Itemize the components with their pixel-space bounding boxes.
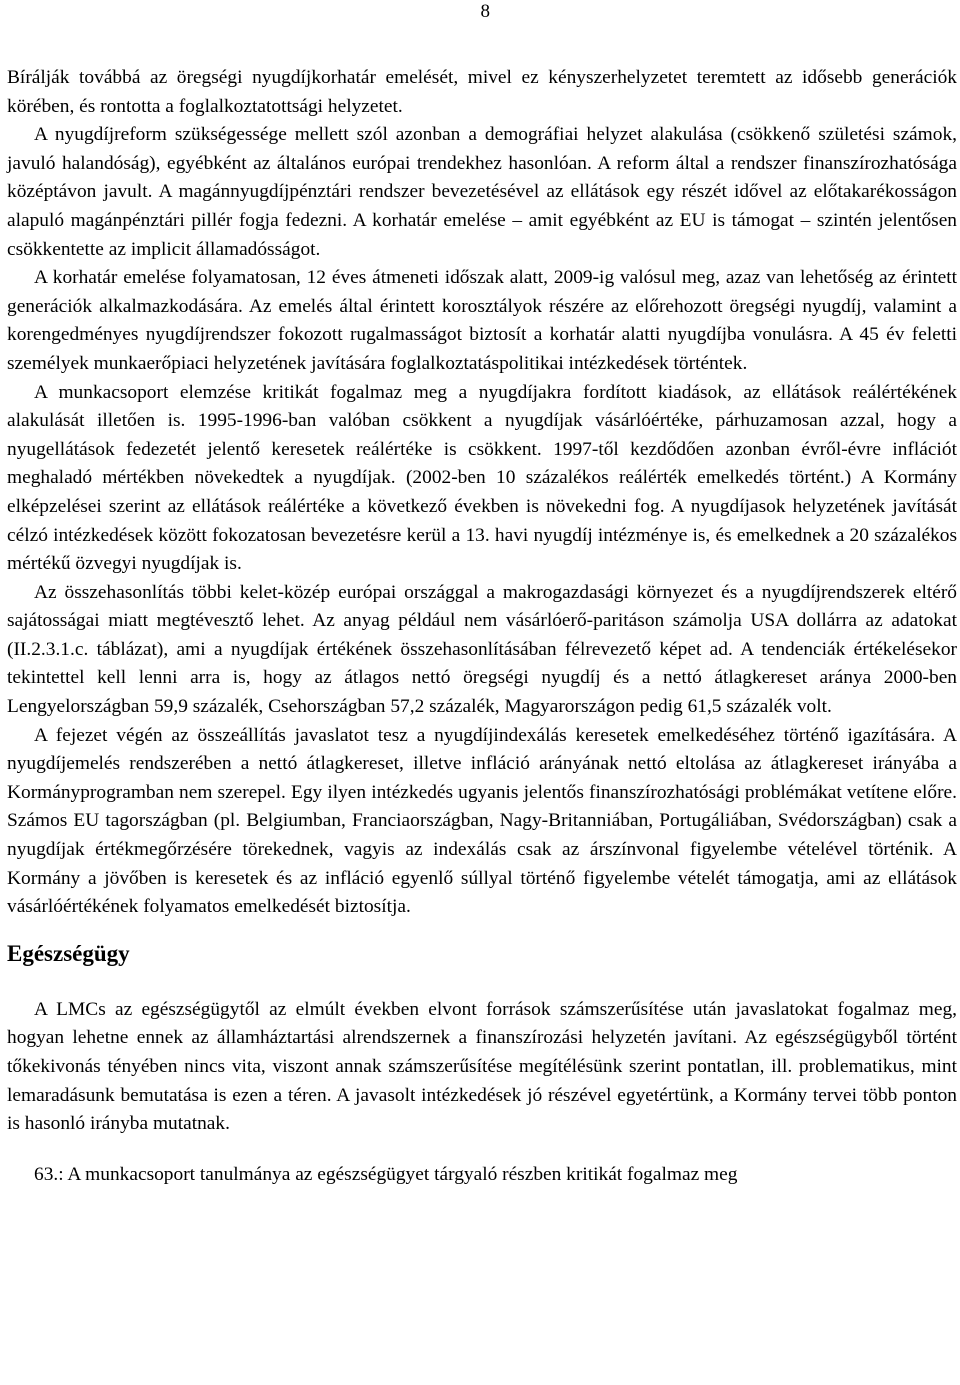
- paragraph-health: A LMCs az egészségügytől az elmúlt években elvont források számszerűsítése után javaslatokat fogalmaz meg, hogyan lehetne ennek az államháztartási alrendszernek a finanszírozási helyzetén javítani. Az egészségügyből történt tőkekivonás tényében nincs vita, viszont annak számszerűsítése megítélésünk szerint pontatlan, ill. problematikus, mint lemaradásunk bemutatása is ezen a téren. A javasolt intézkedések jó részével egyetértünk, a Kormány tervei több ponton is hasonló irányba mutatnak.: [7, 998, 957, 1135]
- paragraph-retirement-age: A korhatár emelése folyamatosan, 12 éves átmeneti időszak alatt, 2009-ig valósul meg, azaz van lehetőség az érintett generációk alkalmazkodására. Az emelés által érintett korosztályok részére az előrehozott öregségi nyugdíj, valamint a korengedményes nyugdíjrendszer fokozott rugalmasságot biztosít a korhatár alatti nyugdíjba vonulásra. A 45 év feletti személyek munkaerőpiaci helyzetének javítására foglalkoztatáspolitikai intézkedések történtek.: [7, 267, 957, 374]
- section-heading-health: Egészségügy: [7, 940, 130, 966]
- document-body: [7, 64, 957, 1189]
- paragraph-reform-necessity: A nyugdíjreform szükségessége mellett szól azonban a demográfiai helyzet alakulása (csökkenő születési számok, javuló halandóság), egyébként az általános európai trendekhez hasonlóan. A reform által a rendszer finanszírozhatósága középtávon javult. A magánnyugdíjpénztári rendszer bevezetésével az ellátások egy részét idővel az előtakarékosságon alapuló magánpénztári pillér fogja fedezni. A korhatár emelése – amit egyébként az EU is támogat – szintén jelentősen csökkentette az implicit államadósságot.: [7, 124, 957, 260]
- paragraph-item-63: 63.: A munkacsoport tanulmánya az egészségügyet tárgyaló részben kritikát fogalmaz meg: [34, 1163, 738, 1185]
- paragraph-comparison: Az összehasonlítás többi kelet-közép európai országgal a makrogazdasági környezet és a nyugdíjrendszerek eltérő sajátosságai miatt megtévesztő lehet. Az anyag például nem vásárlóerő-paritáson számolja USA dollárra az adatokat (II.2.3.1.c. táblázat), ami a nyugdíjak értékének összehasonlításában félrevezető képet ad. A tendenciák értékelésekor tekintettel kell lenni arra is, hogy az átlagos nettó öregségi nyugdíj és a nettó átlagkereset aránya 2000-ben Lengyelországban 59,9 százalék, Csehországban 57,2 százalék, Magyarországon pedig 61,5 százalék volt.: [7, 581, 957, 718]
- paragraph-indexation: A fejezet végén az összeállítás javaslatot tesz a nyugdíjindexálás keresetek emelkedéséhez történő igazítására. A nyugdíjemelés rendszerében a nettó átlagkereset, illetve infláció arányának nettó eltolása az átlagkereset irányába a Kormányprogramban nem szerepel. Egy ilyen intézkedés ugyanis jelentős finanszírozhatósági problémákat vetítene előre. Számos EU tagországban (pl. Belgiumban, Franciaországban, Nagy-Britanniában, Portugáliában, Svédországban) csak a nyugdíjak értékmegőrzésére törekednek, vagyis az indexálás csak az árszínvonal figyelembe vételével történik. A Kormány a jövőben is keresetek és az infláció egyenlő súllyal történő figyelembe vételét támogatja, ami az ellátások vásárlóértékének folyamatos emelkedését biztosítja.: [7, 724, 957, 918]
- paragraph-pension-value: A munkacsoport elemzése kritikát fogalmaz meg a nyugdíjakra fordított kiadások, az ellátások reálértékének alakulását illetően is. 1995-1996-ban valóban csökkent a nyugdíjak vásárlóértéke, párhuzamosan azzal, hogy a nyugellátások fedezetét jelentő keresetek reálértéke is csökkent. 1997-től kezdődően azonban évről-évre inflációt meghaladó mértékben növekedtek a nyugdíjak. (2002-ben 10 százalékos reálérték emelkedés történt.) A Kormány elképzelései szerint az ellátások reálértéke a következő években is növekedni fog. A nyugdíjasok helyzetének javítását célzó intézkedések között fokozatosan bevezetésre kerül a 13. havi nyugdíj intézménye is, és emelkednek a 20 százalékos mértékű özvegyi nyugdíjak is.: [7, 381, 957, 575]
- page-number: 8: [480, 1, 490, 22]
- paragraph-criticism: Bírálják továbbá az öregségi nyugdíjkorhatár emelését, mivel ez kényszerhelyzetet teremtett az idősebb generációk körében, és rontotta a foglalkoztatottsági helyzetet.: [7, 67, 957, 117]
